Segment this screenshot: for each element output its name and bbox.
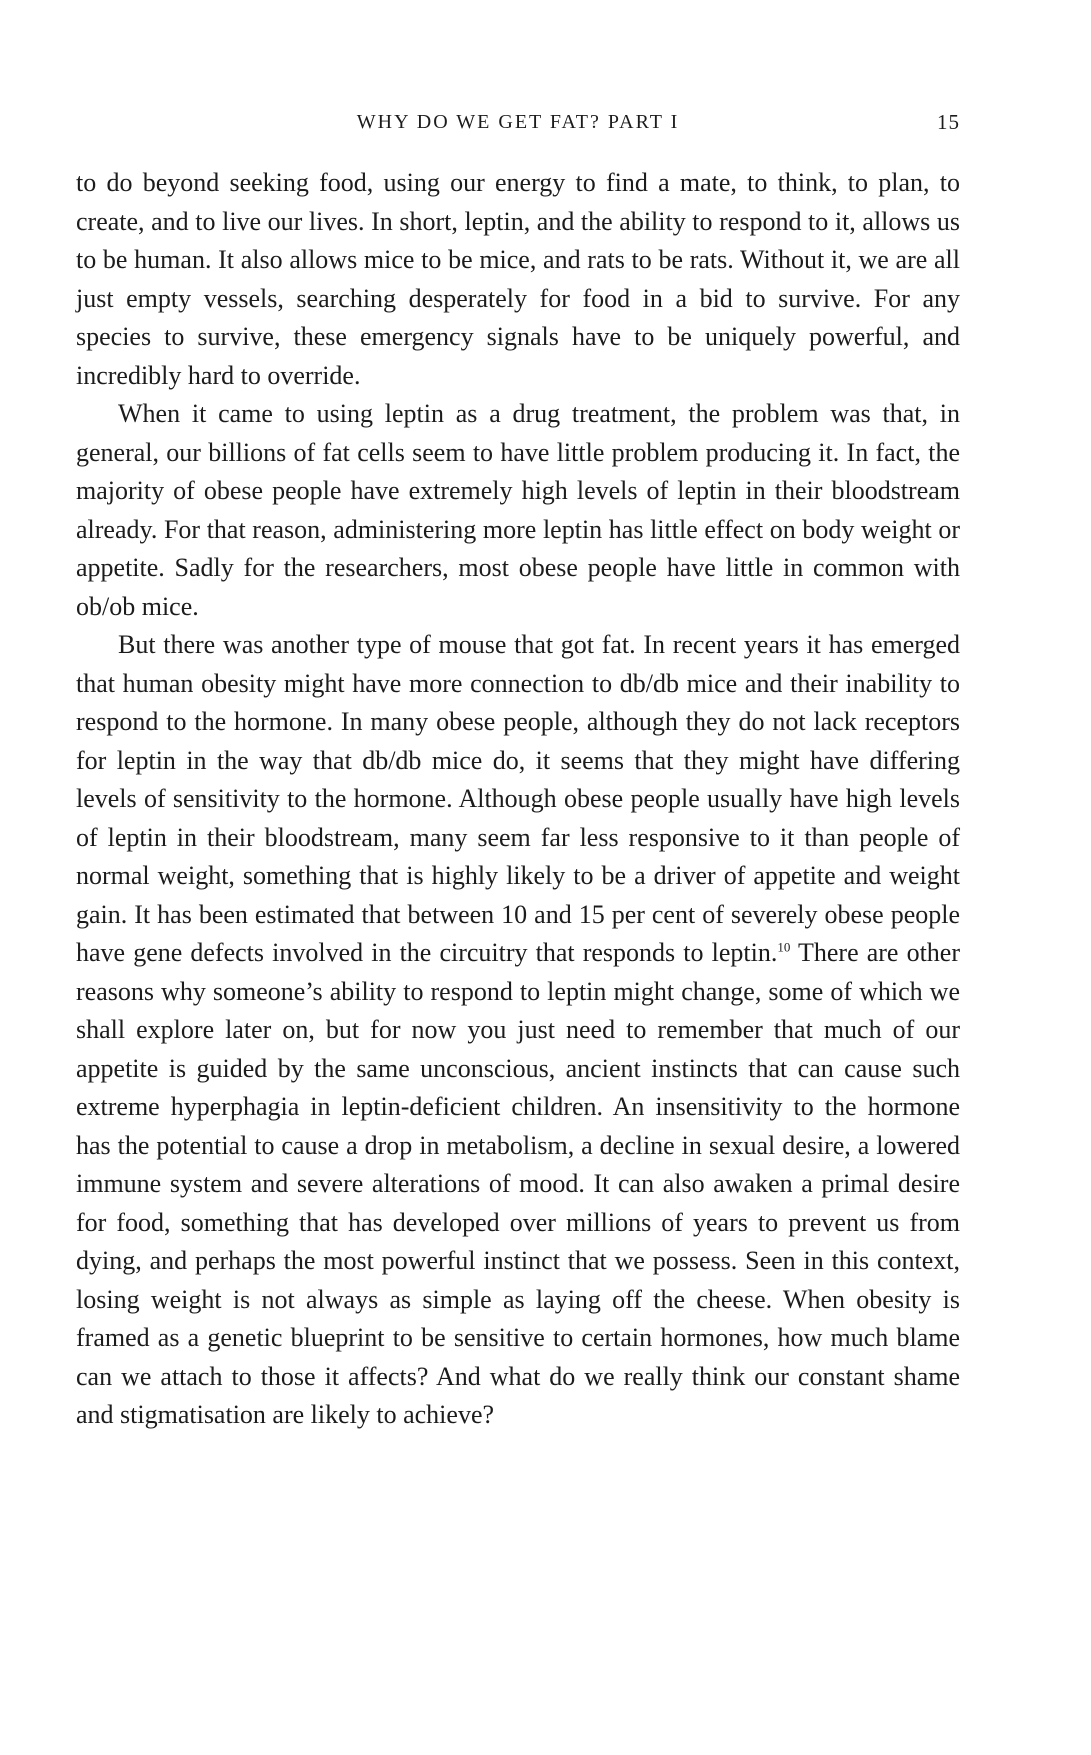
paragraph-3-text-b: There are other reasons why someone’s ability to respond to leptin might change, some of which we shall explore later on, but for now you just need to remember that much of our appetite is guided by the same unconscious, ancient instincts that can cause such extreme hyperphagia in leptin-deficient children. An insensitivity to the hormone has the potential to cause a drop in metabolism, a decline in sexual desire, a lowered immune system and severe alterations of mood. It can also awaken a primal desire for food, something that has developed over millions of years to prevent us from dying, and perhaps the most powerful instinct that we possess. Seen in this context, losing weight is not always as simple as laying off the cheese. When obesity is framed as a genetic blueprint to be sensitive to certain hormones, how much blame can we attach to those it affects? And what do we really think our constant shame and stigmatisation are likely to achieve?: [76, 938, 961, 1429]
paragraph-1: to do beyond seeking food, using our energy to find a mate, to think, to plan, to create, and to live our lives. In short, leptin, and the ability to respond to it, allows us to be human. It also allows mice to be mice, and rats to be rats. Without it, we are all just empty vessels, searching desperately for food in a bid to survive. For any species to survive, these emergency signals have to be uniquely powerful, and incredibly hard to override.: [76, 168, 960, 390]
page-number: 15: [937, 110, 960, 134]
running-title: WHY DO WE GET FAT? PART I: [356, 111, 680, 133]
paragraph-3: [76, 626, 960, 1435]
running-head: [76, 106, 960, 138]
paragraph-3-text-a: But there was another type of mouse that got fat. In recent years it has emerged that human obesity might have more connection to db/db mice and their inability to respond to the hormone. In many obese people, although they do not lack receptors for leptin in the way that db/db mice do, it seems that they might have differing levels of sensitivity to the hormone. Although obese people usually have high levels of leptin in their bloodstream, many seem far less responsive to it than people of normal weight, something that is highly likely to be a driver of appetite and weight gain. It has been estimated that between 10 and 15 per cent of severely obese people have gene defects involved in the circuitry that responds to leptin.: [76, 630, 960, 967]
body-text: [76, 164, 960, 1435]
footnote-marker: 10: [777, 939, 791, 955]
paragraph-2: When it came to using leptin as a drug treatment, the problem was that, in general, our billions of fat cells seem to have little problem producing it. In fact, the majority of obese people have extremely high levels of leptin in their bloodstream already. For that reason, administering more leptin has little effect on body weight or appetite. Sadly for the researchers, most obese people have little in common with ob/ob mice.: [76, 399, 960, 621]
